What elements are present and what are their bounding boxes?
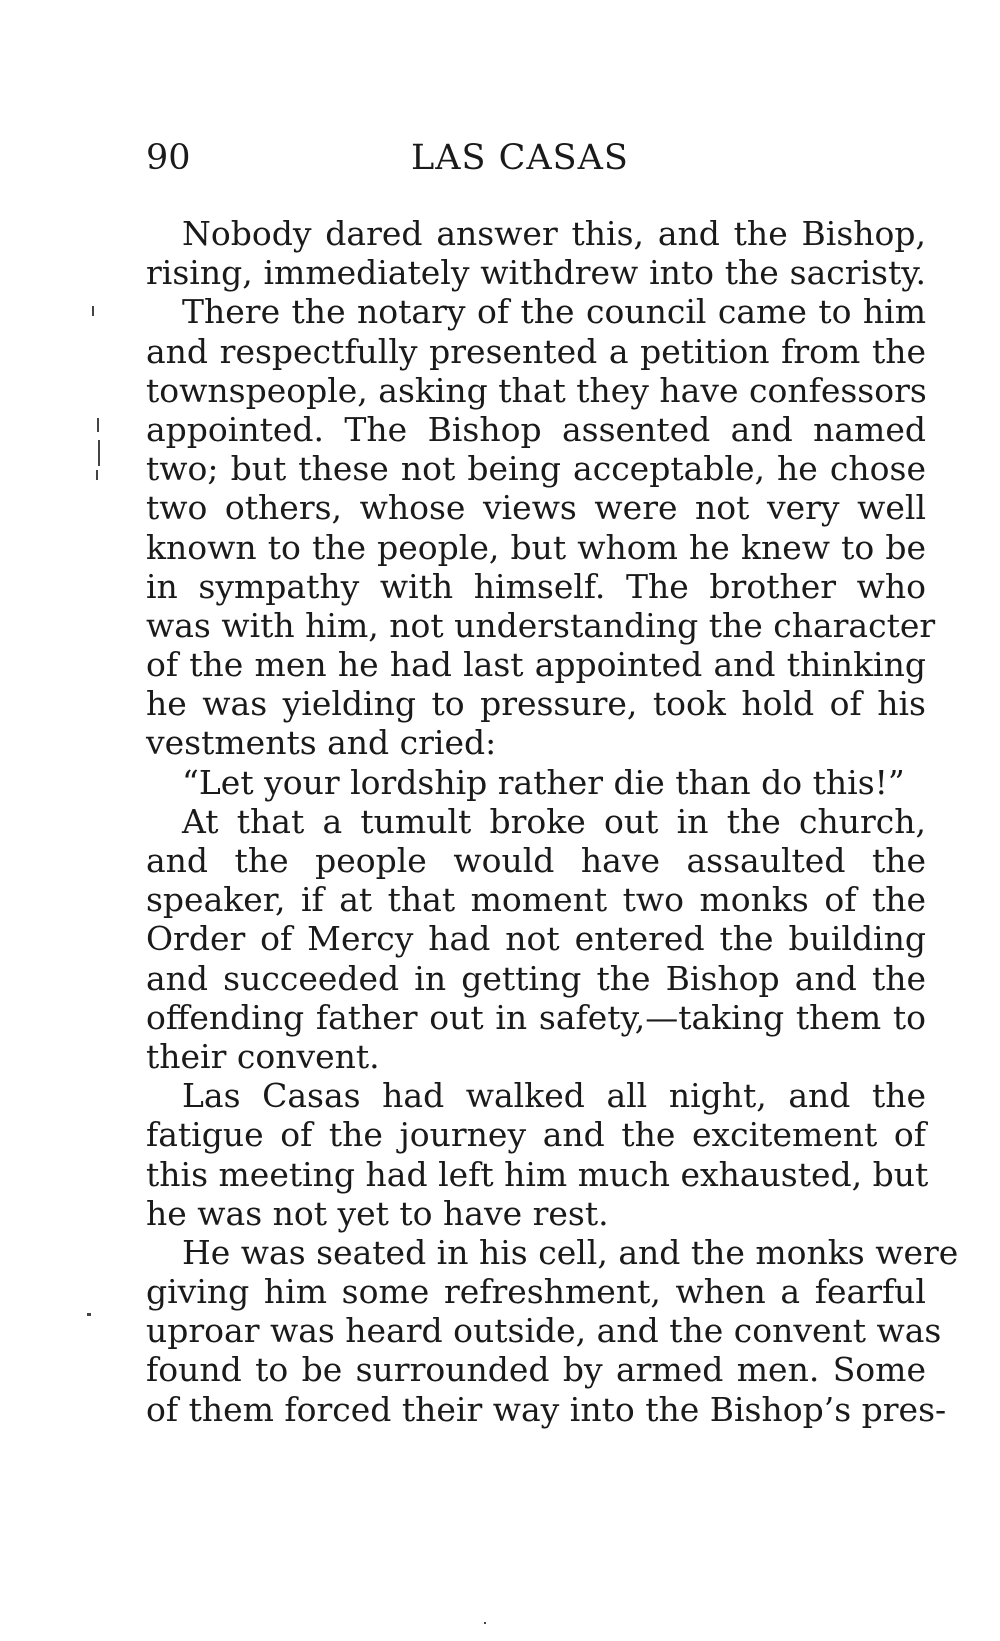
text-line: townspeople, asking that they have confessors bbox=[146, 370, 927, 410]
scan-speck bbox=[87, 1313, 91, 1316]
text-line: and respectfully presented a petition from the bbox=[146, 331, 926, 371]
text-line: this meeting had left him much exhausted, but bbox=[146, 1154, 929, 1194]
text-line: offending father out in safety,—taking them to bbox=[146, 997, 926, 1037]
text-line: There the notary of the council came to him bbox=[182, 292, 926, 332]
text-line: he was yielding to pressure, took hold of his bbox=[146, 684, 926, 724]
scan-speck bbox=[96, 470, 98, 480]
text-line: He was seated in his cell, and the monks were bbox=[182, 1232, 959, 1272]
scan-speck bbox=[484, 1622, 486, 1624]
body-text bbox=[146, 214, 959, 1429]
text-line: speaker, if at that moment two monks of the bbox=[146, 880, 926, 920]
text-line: vestments and cried: bbox=[146, 723, 497, 763]
text-line: in sympathy with himself. The brother who bbox=[146, 566, 926, 606]
page-number: 90 bbox=[146, 138, 191, 178]
text-line: fatigue of the journey and the excitement of bbox=[146, 1115, 926, 1155]
text-line: Las Casas had walked all night, and the bbox=[182, 1076, 926, 1116]
text-line: and succeeded in getting the Bishop and the bbox=[146, 958, 926, 998]
text-line: two others, whose views were not very well bbox=[146, 488, 926, 528]
text-line: giving him some refreshment, when a fearful bbox=[146, 1272, 926, 1312]
text-line: rising, immediately withdrew into the sacristy. bbox=[146, 253, 926, 293]
text-line: “Let your lordship rather die than do this!” bbox=[182, 762, 905, 802]
text-line: he was not yet to have rest. bbox=[146, 1193, 609, 1233]
scan-speck bbox=[98, 440, 100, 466]
scan-speck bbox=[92, 306, 94, 316]
text-line: known to the people, but whom he knew to be bbox=[146, 527, 926, 567]
text-line: found to be surrounded by armed men. Some bbox=[146, 1350, 926, 1390]
text-line: of them forced their way into the Bishop’s pres- bbox=[146, 1389, 947, 1429]
text-line: Order of Mercy had not entered the building bbox=[146, 919, 926, 959]
text-line: their convent. bbox=[146, 1036, 380, 1076]
running-title: LAS CASAS bbox=[411, 138, 629, 178]
text-line: At that a tumult broke out in the church, bbox=[182, 801, 926, 841]
text-line: Nobody dared answer this, and the Bishop, bbox=[182, 214, 926, 253]
text-line: uproar was heard outside, and the convent was bbox=[146, 1311, 942, 1351]
text-line: two; but these not being acceptable, he chose bbox=[146, 449, 926, 489]
text-line: of the men he had last appointed and thinking bbox=[146, 645, 926, 685]
text-line: appointed. The Bishop assented and named bbox=[146, 409, 926, 449]
scan-speck bbox=[97, 418, 99, 432]
running-head bbox=[146, 136, 926, 180]
text-line: was with him, not understanding the character bbox=[146, 605, 936, 645]
text-line: and the people would have assaulted the bbox=[146, 841, 926, 880]
